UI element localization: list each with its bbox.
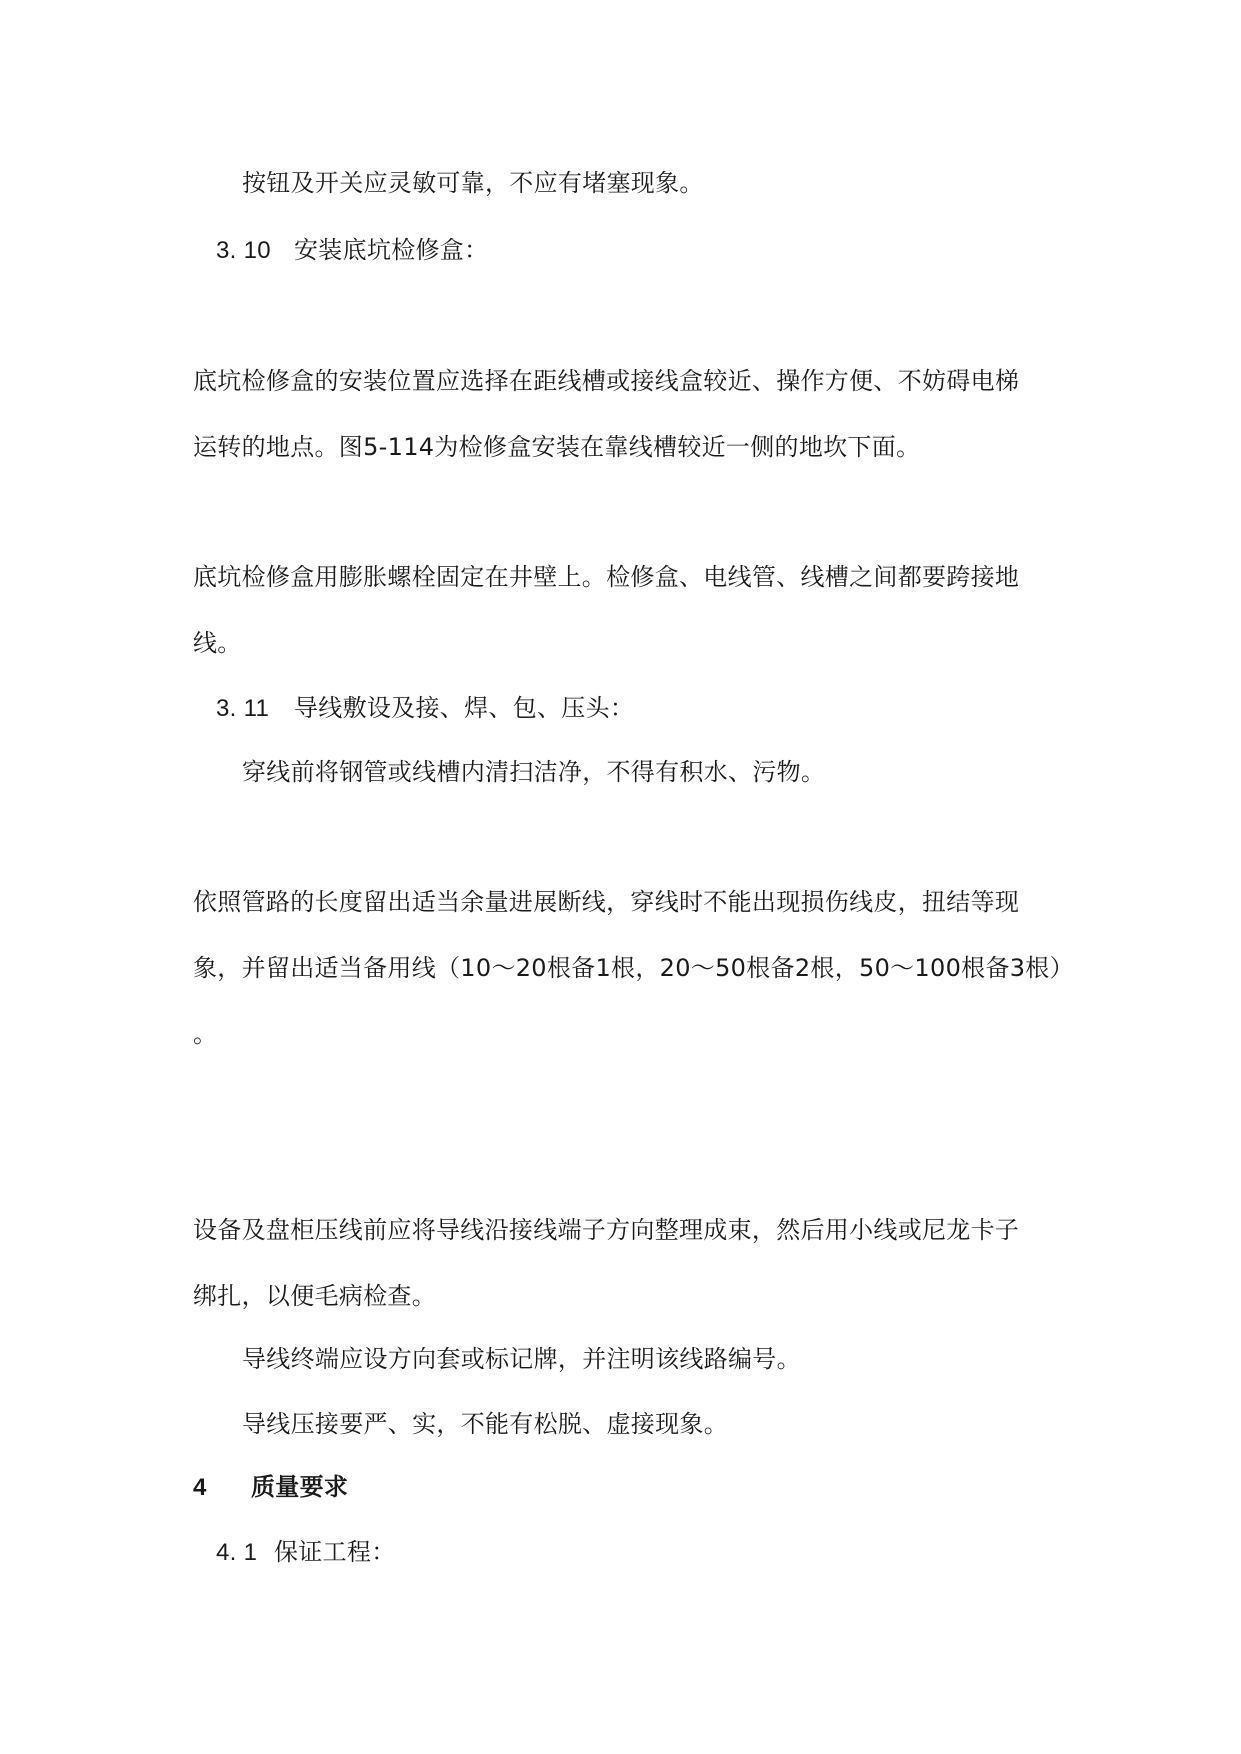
- section-number: 4. 1: [216, 1539, 258, 1566]
- paragraph-line: 导线终端应设方向套或标记牌，并注明该线路编号。: [242, 1345, 801, 1373]
- section-title: 安装底坑检修盒：: [294, 237, 489, 264]
- section-number: 4: [193, 1474, 207, 1501]
- section-heading-3-11: [216, 693, 634, 725]
- section-title: 导线敷设及接、焊、包、压头：: [294, 695, 635, 722]
- paragraph-line: 导线压接要严、实，不能有松脱、虚接现象。: [242, 1410, 728, 1438]
- paragraph-line: 。: [193, 1020, 218, 1048]
- section-heading-3-10: [216, 235, 488, 267]
- paragraph-line: 运转的地点。图5-114为检修盒安装在靠线槽较近一侧的地坎下面。: [193, 433, 921, 461]
- paragraph-line: 线。: [193, 629, 242, 657]
- paragraph-line: 按钮及开关应灵敏可靠，不应有堵塞现象。: [242, 169, 704, 197]
- paragraph-line: 依照管路的长度留出适当余量进展断线，穿线时不能出现损伤线皮，扭结等现: [193, 888, 1020, 916]
- paragraph-line: 设备及盘柜压线前应将导线沿接线端子方向整理成束，然后用小线或尼龙卡子: [193, 1216, 1020, 1244]
- section-number: 3. 10: [216, 237, 271, 264]
- section-title: 保证工程：: [274, 1539, 396, 1566]
- paragraph-line: 底坑检修盒用膨胀螺栓固定在井壁上。检修盒、电线管、线槽之间都要跨接地: [193, 563, 1020, 591]
- paragraph-line: 穿线前将钢管或线槽内清扫洁净，不得有积水、污物。: [242, 758, 826, 786]
- section-heading-4: [193, 1472, 348, 1504]
- paragraph-line: 象，并留出适当备用线（10～20根备1根，20～50根备2根，50～100根备3根）: [193, 954, 1074, 982]
- section-heading-4-1: [216, 1537, 396, 1569]
- section-number: 3. 11: [216, 695, 270, 722]
- paragraph-line: 绑扎，以便毛病检查。: [193, 1282, 436, 1310]
- paragraph-line: 底坑检修盒的安装位置应选择在距线槽或接线盒较近、操作方便、不妨碍电梯: [193, 367, 1020, 395]
- section-title: 质量要求: [251, 1474, 349, 1501]
